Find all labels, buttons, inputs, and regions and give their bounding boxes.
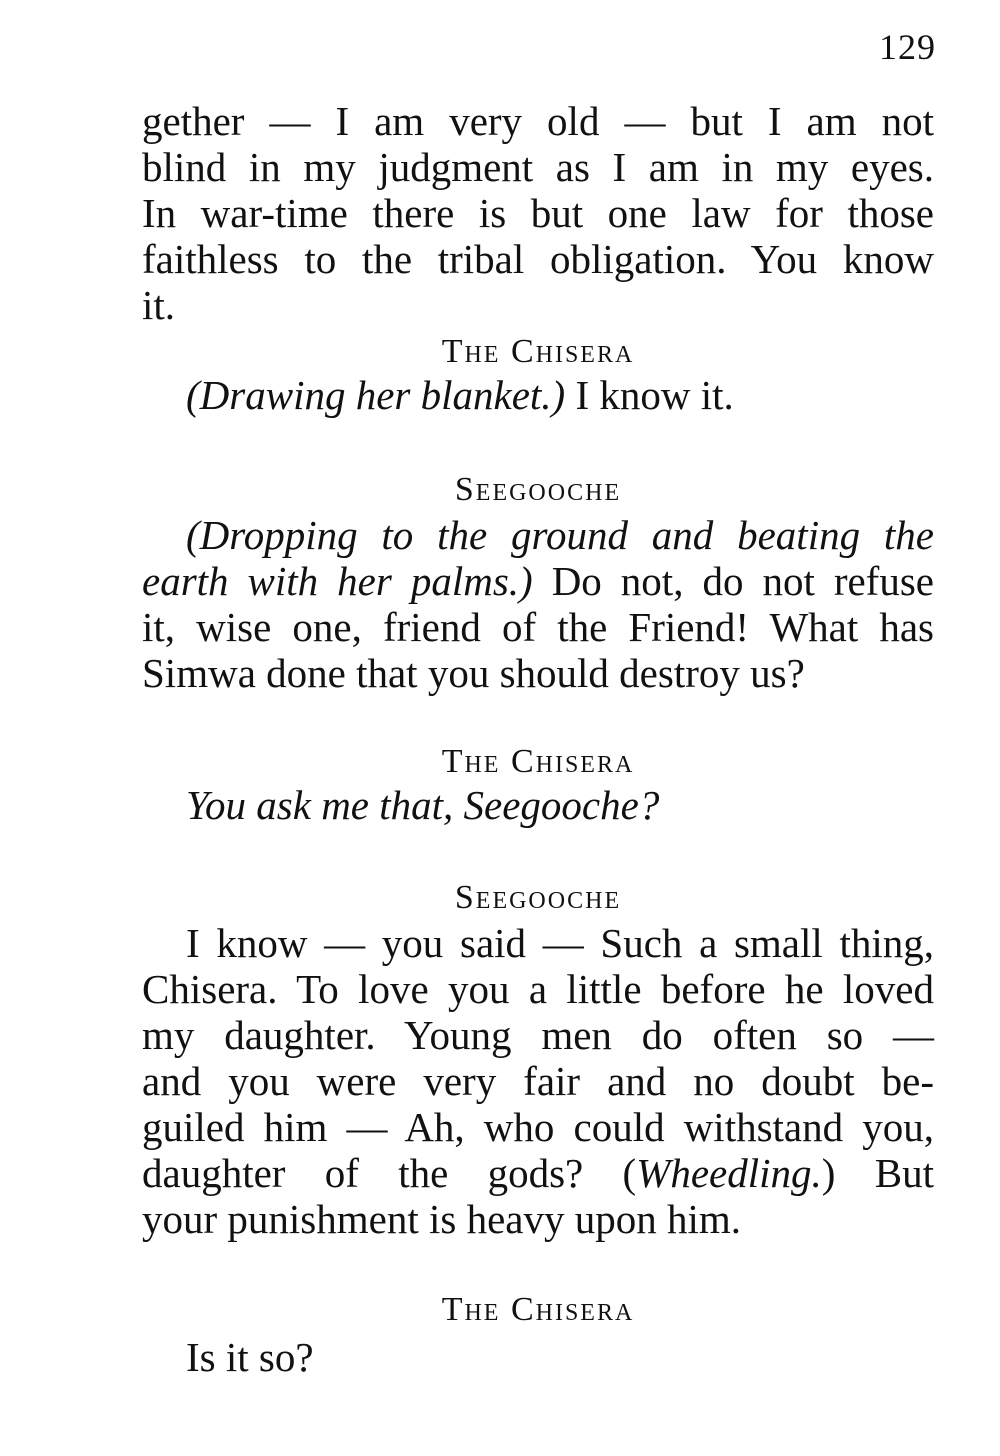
dialogue-line: Is it so? — [186, 1334, 314, 1380]
dialogue-line: I know — you said — Such a small thing, — [186, 920, 934, 966]
text-line: it. — [142, 282, 176, 328]
dialogue-line: Chisera. To love you a little before he loved — [142, 966, 934, 1012]
dialogue-line: your punishment is heavy upon him. — [142, 1196, 742, 1242]
stage-direction: earth with her palms.) — [142, 558, 533, 604]
speaker-heading: The Chisera — [441, 333, 635, 370]
dialogue-line: You ask me that, Seegooche? — [186, 782, 660, 828]
dialogue-text: I know it. — [565, 372, 734, 418]
page-number: 129 — [879, 27, 936, 67]
dialogue-line: it, wise one, friend of the Friend! What has — [142, 604, 934, 650]
dialogue-line: Simwa done that you should destroy us? — [142, 650, 805, 696]
stage-direction: Wheedling. — [636, 1150, 822, 1196]
text-line: gether — I am very old — but I am not — [142, 98, 934, 144]
speaker-heading: The Chisera — [441, 1291, 635, 1328]
dialogue-line: guiled him — Ah, who could withstand you, — [142, 1104, 934, 1150]
speaker-heading: The Chisera — [441, 743, 635, 780]
dialogue-line: earth with her palms.) Do not, do not refuse — [142, 558, 934, 604]
dialogue-line: daughter of the gods? (Wheedling.) But — [142, 1150, 934, 1196]
text-line: faithless to the tribal obligation. You know — [142, 236, 934, 282]
text-line: blind in my judgment as I am in my eyes. — [142, 144, 934, 190]
stage-direction-line: (Dropping to the ground and beating the — [186, 512, 934, 558]
dialogue-line — [186, 372, 978, 418]
dialogue-line: my daughter. Young men do often so — — [142, 1012, 934, 1058]
speaker-heading: Seegooche — [454, 879, 622, 916]
dialogue-line: and you were very fair and no doubt be- — [142, 1058, 934, 1104]
speaker-heading: Seegooche — [454, 471, 622, 508]
text-line: In war-time there is but one law for those — [142, 190, 934, 236]
stage-direction: (Drawing her blanket.) — [186, 372, 566, 418]
